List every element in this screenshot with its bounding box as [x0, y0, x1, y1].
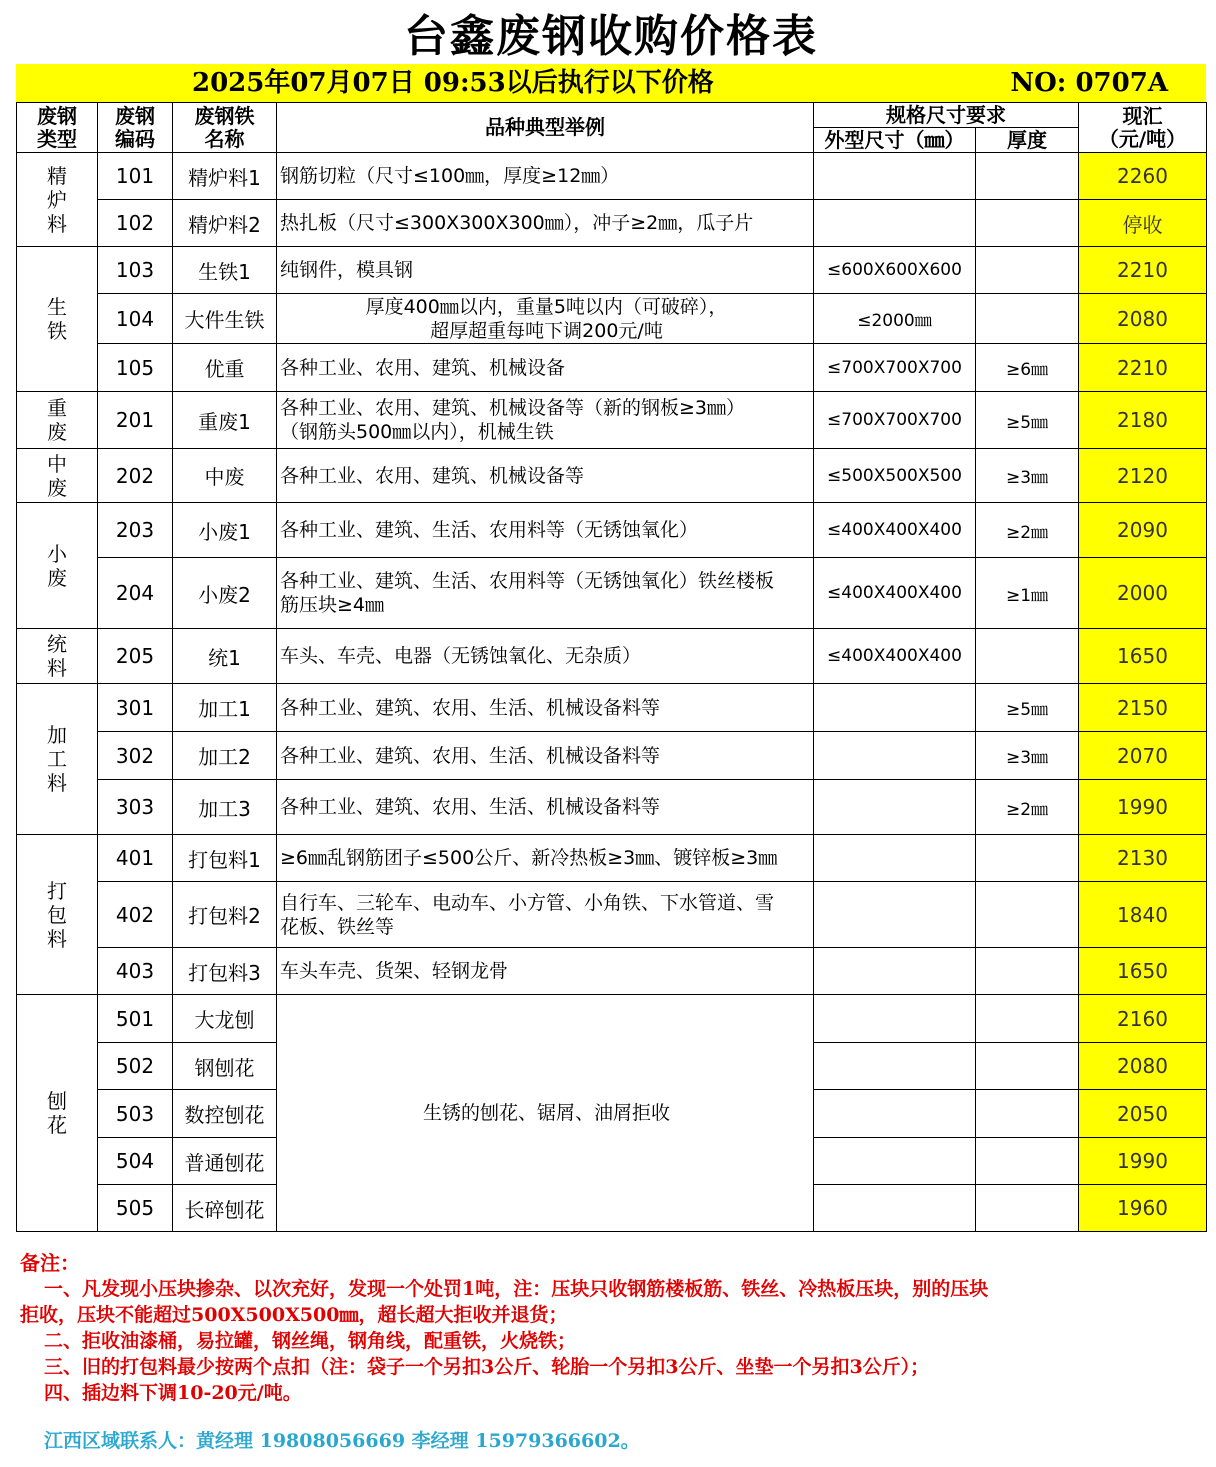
category-cell: 重 废 [17, 392, 98, 449]
table-row [17, 344, 1207, 392]
size-cell [814, 948, 976, 995]
price-cell: 2130 [1079, 835, 1207, 882]
category-cell: 中 废 [17, 449, 98, 503]
thickness-cell: ≥2㎜ [976, 503, 1079, 558]
example-cell: 自行车、三轮车、电动车、小方管、小角铁、下水管道、雪 花板、铁丝等 [277, 882, 814, 948]
header-price: 现汇 （元/吨） [1079, 103, 1207, 153]
size-cell [814, 732, 976, 780]
code-cell: 103 [98, 247, 173, 294]
price-cell: 1840 [1079, 882, 1207, 948]
size-cell [814, 1185, 976, 1232]
table-row [17, 294, 1207, 344]
price-table [16, 102, 1207, 1232]
name-cell: 精炉料2 [173, 200, 277, 247]
size-cell: ≤2000㎜ [814, 294, 976, 344]
thickness-cell [976, 294, 1079, 344]
table-row [17, 995, 1207, 1043]
code-cell: 502 [98, 1043, 173, 1090]
name-cell: 加工1 [173, 684, 277, 732]
name-cell: 打包料3 [173, 948, 277, 995]
price-cell: 1990 [1079, 780, 1207, 835]
table-row [17, 780, 1207, 835]
name-cell: 打包料2 [173, 882, 277, 948]
example-cell: 钢筋切粒（尺寸≤100㎜，厚度≥12㎜） [277, 153, 814, 200]
size-cell: ≤600X600X600 [814, 247, 976, 294]
table-row [17, 200, 1207, 247]
example-cell: 各种工业、农用、建筑、机械设备 [277, 344, 814, 392]
example-cell: 厚度400㎜以内，重量5吨以内（可破碎）， 超厚超重每吨下调200元/吨 [277, 294, 814, 344]
thickness-cell [976, 247, 1079, 294]
table-row [17, 503, 1207, 558]
thickness-cell: ≥3㎜ [976, 449, 1079, 503]
example-cell: 热扎板（尺寸≤300X300X300㎜），冲子≥2㎜，瓜子片 [277, 200, 814, 247]
effective-date: 2025年07月07日 09:53以后执行以下价格 [192, 68, 714, 98]
name-cell: 小废2 [173, 558, 277, 629]
price-sheet [16, 6, 1206, 1454]
header-example: 品种典型举例 [277, 103, 814, 153]
example-cell: 各种工业、农用、建筑、机械设备等 [277, 449, 814, 503]
price-cell: 2210 [1079, 247, 1207, 294]
code-cell: 302 [98, 732, 173, 780]
thickness-cell [976, 153, 1079, 200]
table-body [17, 153, 1207, 1232]
size-cell: ≤700X700X700 [814, 392, 976, 449]
price-cell: 2210 [1079, 344, 1207, 392]
thickness-cell: ≥5㎜ [976, 684, 1079, 732]
name-cell: 小废1 [173, 503, 277, 558]
size-cell: ≤700X700X700 [814, 344, 976, 392]
size-cell: ≤400X400X400 [814, 503, 976, 558]
price-cell: 1650 [1079, 948, 1207, 995]
price-cell: 2000 [1079, 558, 1207, 629]
code-cell: 503 [98, 1090, 173, 1138]
price-cell: 1650 [1079, 629, 1207, 684]
thickness-cell [976, 1138, 1079, 1185]
price-cell: 2070 [1079, 732, 1207, 780]
example-cell: 各种工业、建筑、农用、生活、机械设备料等 [277, 780, 814, 835]
price-cell: 2160 [1079, 995, 1207, 1043]
example-cell: 各种工业、建筑、农用、生活、机械设备料等 [277, 684, 814, 732]
price-cell: 1960 [1079, 1185, 1207, 1232]
price-cell: 2260 [1079, 153, 1207, 200]
code-cell: 104 [98, 294, 173, 344]
code-cell: 105 [98, 344, 173, 392]
name-cell: 打包料1 [173, 835, 277, 882]
table-row [17, 882, 1207, 948]
example-cell: 车头车壳、货架、轻钢龙骨 [277, 948, 814, 995]
note-line: 四、插边料下调10-20元/吨。 [44, 1382, 302, 1404]
code-cell: 301 [98, 684, 173, 732]
category-cell: 加 工 料 [17, 684, 98, 835]
table-row [17, 732, 1207, 780]
thickness-cell [976, 1043, 1079, 1090]
size-cell [814, 200, 976, 247]
code-cell: 401 [98, 835, 173, 882]
notes-section [16, 1232, 1206, 1454]
size-cell [814, 835, 976, 882]
header-type: 废钢 类型 [17, 103, 98, 153]
header-name: 废钢铁 名称 [173, 103, 277, 153]
size-cell [814, 1138, 976, 1185]
table-row [17, 449, 1207, 503]
header-code: 废钢 编码 [98, 103, 173, 153]
thickness-cell: ≥5㎜ [976, 392, 1079, 449]
name-cell: 长碎刨花 [173, 1185, 277, 1232]
name-cell: 精炉料1 [173, 153, 277, 200]
size-cell: ≤400X400X400 [814, 629, 976, 684]
category-cell: 打 包 料 [17, 835, 98, 995]
table-row [17, 392, 1207, 449]
code-cell: 102 [98, 200, 173, 247]
code-cell: 202 [98, 449, 173, 503]
name-cell: 优重 [173, 344, 277, 392]
table-row [17, 629, 1207, 684]
example-cell: 各种工业、建筑、生活、农用料等（无锈蚀氧化） [277, 503, 814, 558]
name-cell: 大龙刨 [173, 995, 277, 1043]
note-line: 二、拒收油漆桶，易拉罐，钢丝绳，钢角线，配重铁，火烧铁； [44, 1330, 577, 1352]
size-cell [814, 153, 976, 200]
header-thickness: 厚度 [976, 128, 1079, 153]
price-cell: 2120 [1079, 449, 1207, 503]
price-cell: 2180 [1079, 392, 1207, 449]
size-cell [814, 1043, 976, 1090]
table-row [17, 835, 1207, 882]
note-line: 一、凡发现小压块掺杂、以次充好，发现一个处罚1吨，注：压块只收钢筋楼板筋、铁丝、冷热板压块，别的压块 [44, 1278, 989, 1300]
category-cell: 刨 花 [17, 995, 98, 1232]
thickness-cell: ≥1㎜ [976, 558, 1079, 629]
price-cell: 2150 [1079, 684, 1207, 732]
thickness-cell [976, 629, 1079, 684]
code-cell: 403 [98, 948, 173, 995]
code-cell: 303 [98, 780, 173, 835]
thickness-cell [976, 835, 1079, 882]
example-cell: 生锈的刨花、锯屑、油屑拒收 [277, 995, 814, 1232]
name-cell: 加工2 [173, 732, 277, 780]
name-cell: 数控刨花 [173, 1090, 277, 1138]
name-cell: 加工3 [173, 780, 277, 835]
example-cell: ≥6㎜乱钢筋团子≤500公斤、新冷热板≥3㎜、镀锌板≥3㎜ [277, 835, 814, 882]
code-cell: 205 [98, 629, 173, 684]
price-cell: 停收 [1079, 200, 1207, 247]
table-row [17, 948, 1207, 995]
code-cell: 402 [98, 882, 173, 948]
contact-info: 江西区域联系人：黄经理 19808056669 李经理 15979366602。 [44, 1430, 640, 1452]
category-cell: 小 废 [17, 503, 98, 629]
thickness-cell [976, 1185, 1079, 1232]
page-title: 台鑫废钢收购价格表 [16, 6, 1206, 64]
code-cell: 505 [98, 1185, 173, 1232]
header-spec: 规格尺寸要求 [814, 103, 1079, 128]
thickness-cell [976, 200, 1079, 247]
example-cell: 各种工业、建筑、生活、农用料等（无锈蚀氧化）铁丝楼板 筋压块≥4㎜ [277, 558, 814, 629]
category-cell: 统 料 [17, 629, 98, 684]
code-cell: 201 [98, 392, 173, 449]
name-cell: 统1 [173, 629, 277, 684]
table-row [17, 558, 1207, 629]
header-size: 外型尺寸（㎜） [814, 128, 976, 153]
example-cell: 纯钢件，模具钢 [277, 247, 814, 294]
category-cell: 精 炉 料 [17, 153, 98, 247]
example-cell: 各种工业、建筑、农用、生活、机械设备料等 [277, 732, 814, 780]
thickness-cell [976, 882, 1079, 948]
table-row [17, 153, 1207, 200]
example-cell: 车头、车壳、电器（无锈蚀氧化、无杂质） [277, 629, 814, 684]
price-cell: 2080 [1079, 1043, 1207, 1090]
example-cell: 各种工业、农用、建筑、机械设备等（新的钢板≥3㎜） （钢筋头500㎜以内），机械生铁 [277, 392, 814, 449]
document-number: NO: 0707A [1010, 68, 1168, 98]
name-cell: 中废 [173, 449, 277, 503]
price-cell: 2080 [1079, 294, 1207, 344]
name-cell: 钢刨花 [173, 1043, 277, 1090]
thickness-cell [976, 995, 1079, 1043]
thickness-cell [976, 1090, 1079, 1138]
thickness-cell: ≥2㎜ [976, 780, 1079, 835]
name-cell: 重废1 [173, 392, 277, 449]
code-cell: 501 [98, 995, 173, 1043]
name-cell: 大件生铁 [173, 294, 277, 344]
size-cell [814, 882, 976, 948]
thickness-cell [976, 948, 1079, 995]
size-cell [814, 1090, 976, 1138]
size-cell: ≤400X400X400 [814, 558, 976, 629]
note-line: 三、旧的打包料最少按两个点扣（注：袋子一个另扣3公斤、轮胎一个另扣3公斤、坐垫一个另扣3公斤）； [44, 1356, 930, 1378]
price-cell: 2050 [1079, 1090, 1207, 1138]
size-cell [814, 995, 976, 1043]
code-cell: 101 [98, 153, 173, 200]
price-cell: 1990 [1079, 1138, 1207, 1185]
thickness-cell: ≥3㎜ [976, 732, 1079, 780]
note-line: 拒收，压块不能超过500X500X500㎜，超长超大拒收并退货； [20, 1304, 568, 1326]
price-cell: 2090 [1079, 503, 1207, 558]
category-cell: 生 铁 [17, 247, 98, 392]
thickness-cell: ≥6㎜ [976, 344, 1079, 392]
notes-label: 备注： [20, 1251, 80, 1275]
code-cell: 504 [98, 1138, 173, 1185]
size-cell [814, 780, 976, 835]
name-cell: 生铁1 [173, 247, 277, 294]
code-cell: 204 [98, 558, 173, 629]
name-cell: 普通刨花 [173, 1138, 277, 1185]
size-cell [814, 684, 976, 732]
table-row [17, 247, 1207, 294]
size-cell: ≤500X500X500 [814, 449, 976, 503]
date-bar [16, 64, 1206, 102]
table-row [17, 684, 1207, 732]
code-cell: 203 [98, 503, 173, 558]
